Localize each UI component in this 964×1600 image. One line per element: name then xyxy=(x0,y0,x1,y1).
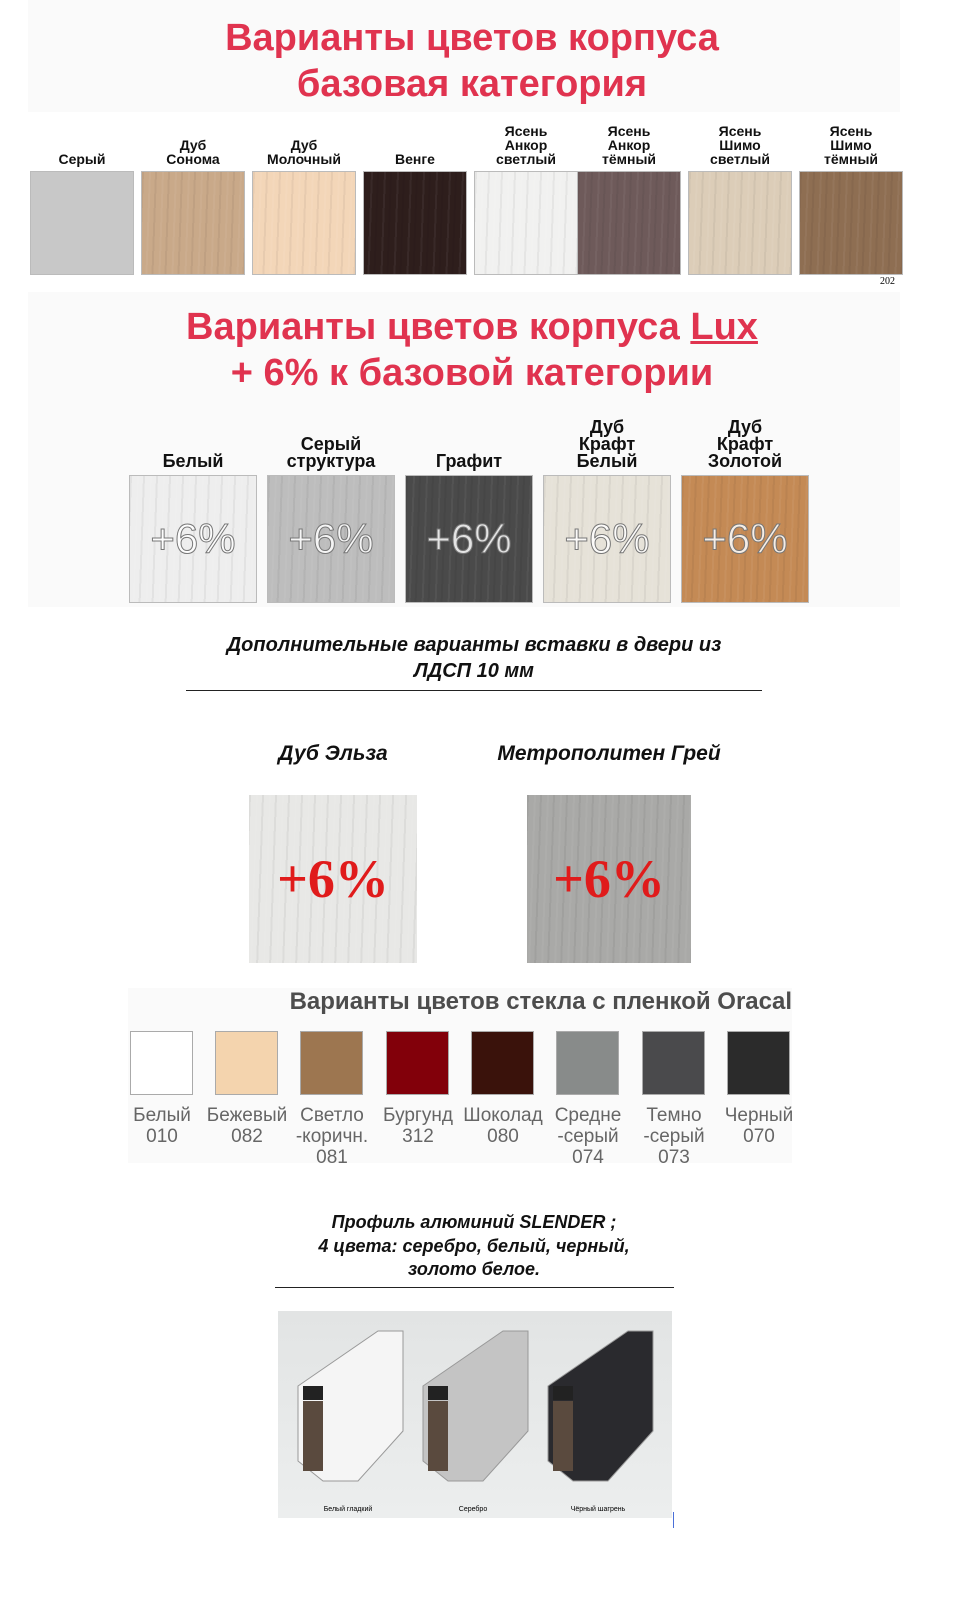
lux-swatch: +6% xyxy=(681,475,809,603)
color-swatch xyxy=(141,171,245,275)
color-swatch xyxy=(688,171,792,275)
swatch-label: Дуб Молочный xyxy=(267,137,341,167)
swatch-label: Венге xyxy=(395,151,435,167)
glass-label: Средне -серый 074 xyxy=(554,1105,622,1168)
profile-line3: золото белое. xyxy=(407,1259,540,1279)
profile-line2: 4 цвета: серебро, белый, черный, xyxy=(318,1235,630,1256)
profile-line1: Профиль алюминий SLENDER ; xyxy=(331,1212,617,1232)
swatch-label: Дуб Сонома xyxy=(166,137,220,167)
profile-piece xyxy=(548,1331,653,1481)
profile-caption: Чёрный шагрень xyxy=(570,1506,626,1513)
profile-caption: Серебро xyxy=(458,1506,488,1513)
insert-swatch: +6% xyxy=(249,795,417,963)
swatch-label: Графит xyxy=(435,451,503,471)
color-swatch xyxy=(474,171,578,275)
inserts-heading-line2: ЛДСП 10 мм xyxy=(414,660,534,682)
basic-title-line1: Варианты цветов корпуса xyxy=(225,17,719,59)
insert-swatch: +6% xyxy=(527,795,691,963)
glass-label: Черный 070 xyxy=(724,1105,794,1147)
color-swatch xyxy=(252,171,356,275)
lux-title-text: Варианты цветов корпуса xyxy=(186,306,691,348)
profile-text xyxy=(200,1211,748,1282)
lux-title-line2: + 6% к базовой категории xyxy=(230,352,714,394)
glass-swatch xyxy=(386,1031,449,1095)
lux-swatch: +6% xyxy=(543,475,671,603)
basic-title-line2: базовая категория xyxy=(296,63,648,105)
glass-swatch xyxy=(130,1031,193,1095)
glass-swatch xyxy=(642,1031,705,1095)
swatch-label: Дуб Крафт Белый xyxy=(576,417,638,471)
glass-label: Шоколад 080 xyxy=(463,1105,543,1147)
glass-label: Темно -серый 073 xyxy=(643,1105,705,1168)
color-swatch xyxy=(577,171,681,275)
divider xyxy=(275,1287,674,1288)
lux-title-line1 xyxy=(0,304,944,350)
inserts-heading-line1: Дополнительные варианты вставки в двери из xyxy=(226,634,722,656)
glass-swatch xyxy=(471,1031,534,1095)
glass-label: Белый 010 xyxy=(133,1105,191,1147)
glass-swatch xyxy=(727,1031,790,1095)
lux-swatch: +6% xyxy=(129,475,257,603)
glass-title: Варианты цветов стекла с пленкой Oracal xyxy=(289,988,792,1015)
color-swatch xyxy=(799,171,903,275)
swatch-label: Серый xyxy=(58,151,106,167)
lux-title-lux: Lux xyxy=(690,306,758,348)
glass-swatch xyxy=(556,1031,619,1095)
glass-label: Бежевый 082 xyxy=(206,1105,288,1147)
profile-caption: Белый гладкий xyxy=(323,1506,373,1513)
swatch-label: Ясень Шимо тёмный xyxy=(823,123,879,167)
swatch-label: Ясень Анкор тёмный xyxy=(601,123,657,167)
inserts-heading xyxy=(150,632,798,684)
text-cursor xyxy=(673,1512,674,1528)
profile-piece xyxy=(298,1331,403,1481)
color-swatch xyxy=(363,171,467,275)
swatch-label: Белый xyxy=(162,451,224,471)
insert-label: Дуб Эльза xyxy=(278,742,388,765)
profile-piece xyxy=(423,1331,528,1481)
glass-swatch xyxy=(215,1031,278,1095)
glass-label: Светло -коричн. 081 xyxy=(295,1105,369,1168)
glass-label: Бургунд 312 xyxy=(383,1105,453,1147)
corner-text: 202 xyxy=(880,276,895,287)
swatch-label: Ясень Шимо светлый xyxy=(710,123,770,167)
profile-photo xyxy=(278,1311,672,1518)
swatch-label: Дуб Крафт Золотой xyxy=(707,417,783,471)
lux-swatch: +6% xyxy=(405,475,533,603)
lux-swatch: +6% xyxy=(267,475,395,603)
glass-swatch xyxy=(300,1031,363,1095)
swatch-label: Ясень Анкор светлый xyxy=(496,123,556,167)
insert-label: Метрополитен Грей xyxy=(497,742,721,765)
swatch-label: Серый структура xyxy=(286,434,376,471)
color-swatch xyxy=(30,171,134,275)
profile-illustration xyxy=(278,1311,672,1518)
divider xyxy=(186,690,762,691)
